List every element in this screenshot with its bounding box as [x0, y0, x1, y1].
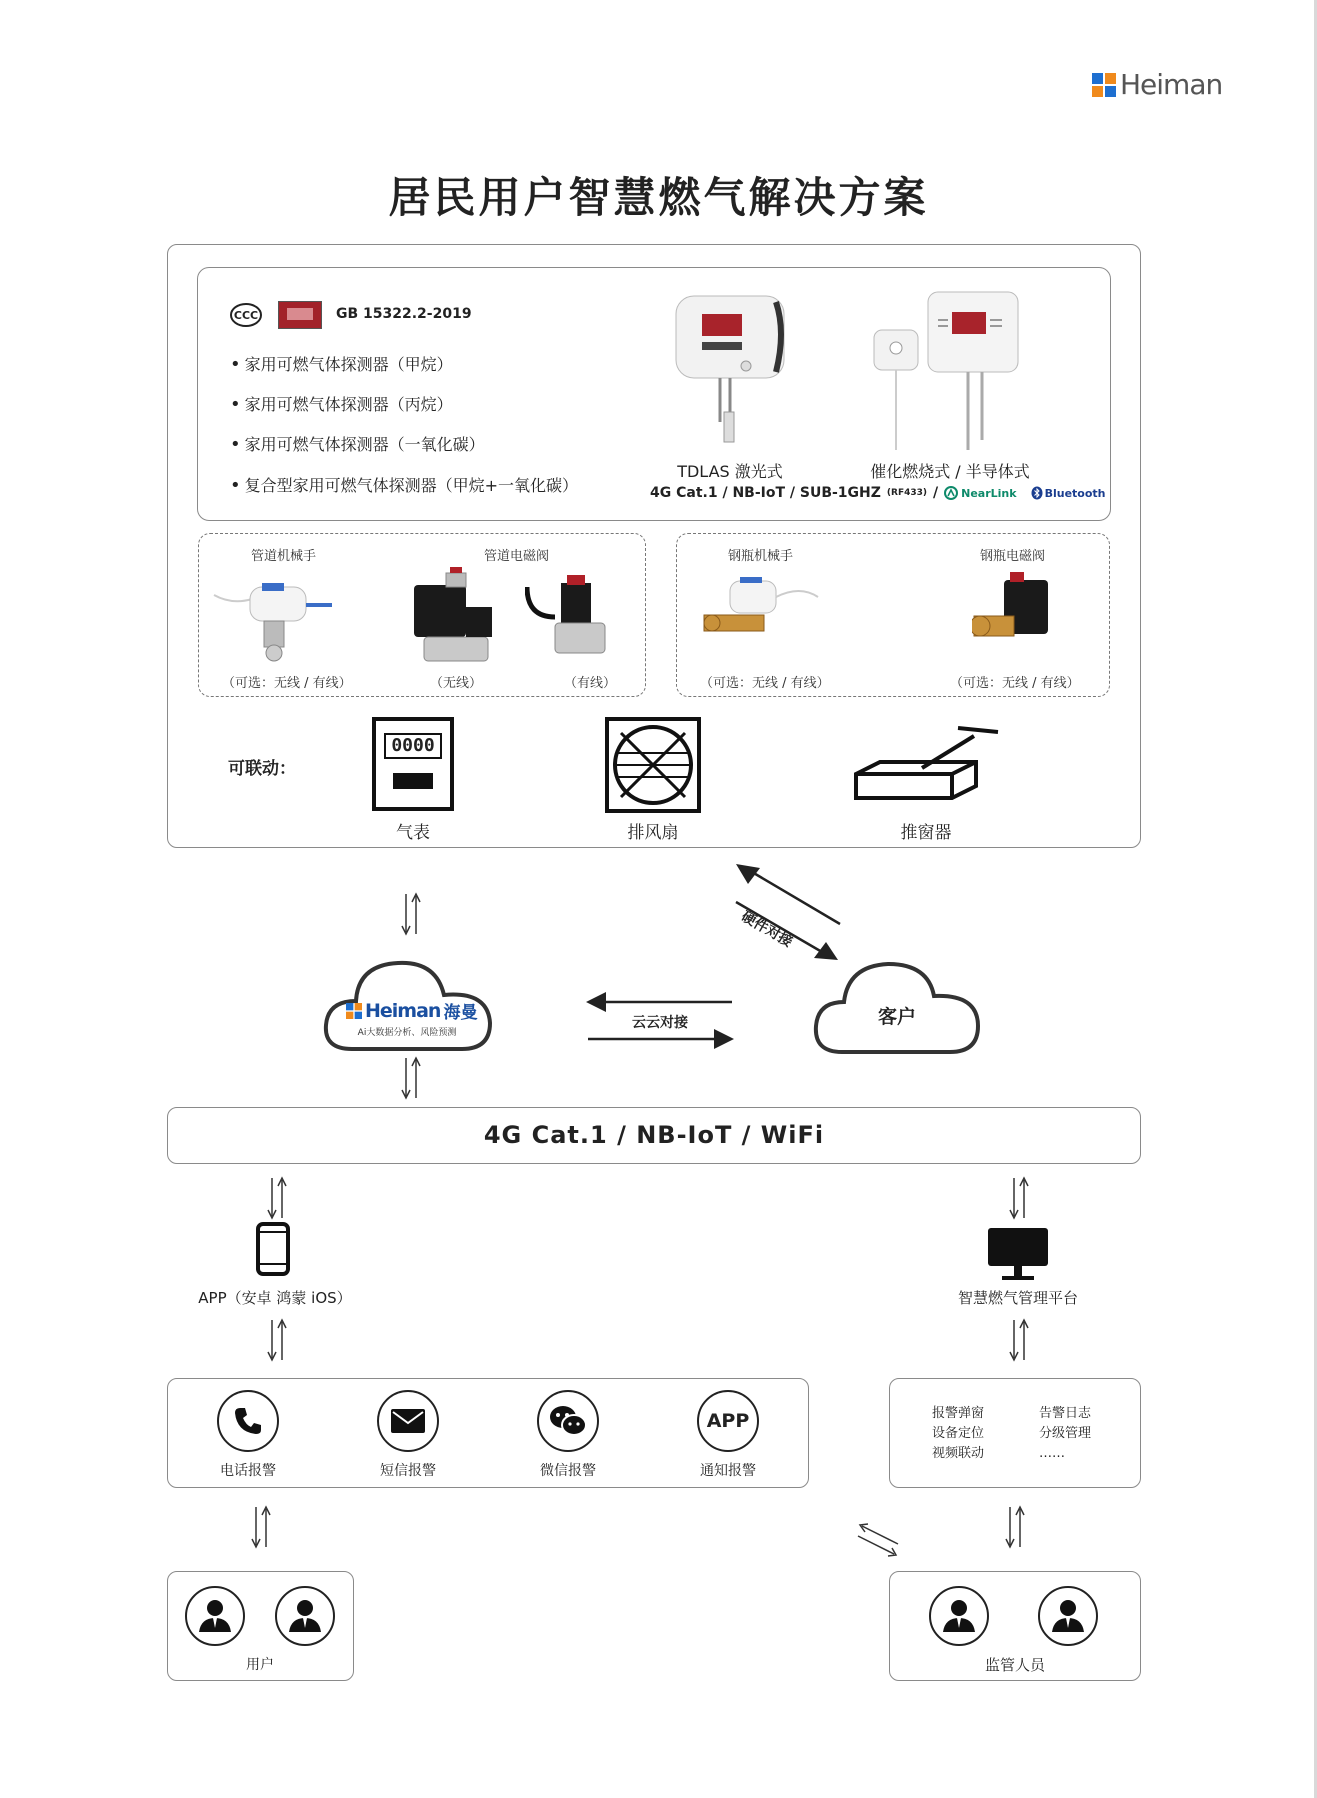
bidirectional-arrow-icon: [246, 1505, 276, 1549]
gas-meter-label: 气表: [396, 823, 430, 843]
app-icon: APP: [697, 1390, 759, 1452]
nearlink-icon: [944, 486, 958, 500]
bidirectional-arrow-icon: [396, 892, 426, 936]
window-opener-label: 推窗器: [900, 823, 952, 843]
cylinder-solenoid-image: [972, 570, 1062, 664]
nearlink-label: NearLink: [961, 486, 1017, 500]
nearlink-logo: [944, 486, 1016, 500]
customer-label: 客户: [877, 1006, 916, 1028]
protocol-row: [650, 485, 1106, 501]
user-avatar-icon: [185, 1586, 245, 1646]
monitor-icon: [986, 1226, 1050, 1282]
window-opener-icon: [852, 722, 1002, 808]
bidirectional-arrow-icon: [1004, 1318, 1034, 1362]
ccc-mark-icon: [230, 303, 262, 331]
pipe-manipulator-label: 管道机械手: [251, 549, 317, 564]
pipe-solenoid-wireless-image: [410, 567, 500, 671]
bluetooth-icon: [1031, 486, 1043, 500]
exhaust-fan-icon: [605, 717, 701, 817]
pipe-manipulator-image: [212, 575, 342, 669]
user-avatar-icon: [275, 1586, 335, 1646]
linkage-label: 可联动：: [228, 759, 296, 779]
cloud-brand-en: Heiman: [365, 999, 441, 1022]
protocol-separator: /: [933, 485, 939, 501]
page-title: 居民用户智慧燃气解决方案: [388, 173, 929, 222]
bluetooth-logo: [1031, 486, 1106, 500]
alert-label: 电话报警: [220, 1463, 276, 1479]
cloud-link-label: 云云对接: [632, 1015, 688, 1031]
pipe-solenoid-wired: （有线）: [564, 676, 617, 691]
certificate-badge-icon: [278, 301, 322, 329]
detector-item: • 家用可燃气体探测器（甲烷）: [230, 352, 453, 375]
laser-type-label: TDLAS 激光式: [677, 462, 783, 481]
bidirectional-arrow-icon: [262, 1318, 292, 1362]
standard-number: GB 15322.2-2019: [336, 306, 472, 322]
heiman-logo: [1092, 68, 1222, 101]
smartphone-icon: [256, 1222, 290, 1276]
feature-item: 视频联动: [932, 1446, 985, 1461]
protocol-text: 4G Cat.1 / NB-IoT / SUB-1GHZ: [650, 485, 881, 501]
features-column-2: [1039, 1404, 1091, 1464]
feature-item: 设备定位: [932, 1426, 985, 1441]
bidirectional-arrow-icon: [1000, 1505, 1030, 1549]
cloud-brand-cn: 海曼: [443, 1003, 478, 1023]
feature-item: 报警弹窗: [932, 1406, 985, 1421]
heiman-cloud-brand: [346, 998, 477, 1023]
alert-label: 通知报警: [700, 1463, 756, 1479]
ai-tag: Ai大数据分析、风险预测: [357, 1028, 457, 1038]
diagonal-bidirectional-arrow-icon: [856, 1522, 902, 1558]
supervisors-label: 监管人员: [984, 1656, 1045, 1674]
gas-meter-icon: [372, 717, 454, 811]
feature-item: ……: [1039, 1446, 1065, 1461]
supervisor-avatar-icon: [1038, 1586, 1098, 1646]
pipe-solenoid-wireless: （无线）: [430, 676, 483, 691]
cylinder-solenoid-label: 钢瓶电磁阀: [980, 549, 1046, 564]
bluetooth-label: Bluetooth: [1044, 486, 1106, 500]
pipe-solenoid-label: 管道电磁阀: [484, 549, 550, 564]
pipe-solenoid-wired-image: [525, 567, 615, 671]
exhaust-fan-label: 排风扇: [627, 823, 679, 843]
network-bar: 4G Cat.1 / NB-IoT / WiFi: [167, 1107, 1141, 1164]
cylinder-manipulator-option: （可选：无线 / 有线）: [700, 676, 830, 691]
detector-item: • 家用可燃气体探测器（一氧化碳）: [230, 432, 485, 455]
alert-label: 微信报警: [540, 1463, 596, 1479]
platform-features-panel: [889, 1378, 1141, 1488]
wechat-icon: [537, 1390, 599, 1452]
supervisor-avatar-icon: [929, 1586, 989, 1646]
alert-label: 短信报警: [380, 1463, 436, 1479]
bidirectional-arrow-icon: [396, 1056, 426, 1100]
brand-name: Heiman: [1120, 68, 1223, 101]
heiman-logo-icon: [1092, 73, 1116, 97]
cylinder-solenoid-option: （可选：无线 / 有线）: [950, 676, 1080, 691]
catalytic-type-label: 催化燃烧式 / 半导体式: [870, 462, 1030, 481]
cylinder-manipulator-label: 钢瓶机械手: [728, 549, 794, 564]
feature-item: 告警日志: [1039, 1406, 1092, 1421]
catalytic-detector-image: [872, 290, 1022, 464]
detector-item: • 复合型家用可燃气体探测器（甲烷+一氧化碳）: [230, 473, 578, 496]
heiman-mini-logo-icon: [346, 1003, 362, 1019]
protocol-sub: (RF433): [886, 488, 928, 498]
pipe-manipulator-option: （可选：无线 / 有线）: [222, 676, 352, 691]
app-label: APP（安卓 鸿蒙 iOS）: [198, 1289, 352, 1307]
meter-display: 0000: [384, 733, 442, 759]
feature-item: 分级管理: [1039, 1426, 1092, 1441]
bidirectional-arrow-icon: [262, 1176, 292, 1220]
features-column-1: [932, 1404, 984, 1464]
platform-label: 智慧燃气管理平台: [957, 1289, 1078, 1307]
svg-text:CCC: CCC: [233, 309, 259, 322]
hardware-link-label: 硬件对接: [738, 908, 795, 951]
bidirectional-arrow-icon: [1004, 1176, 1034, 1220]
phone-icon: [217, 1390, 279, 1452]
users-label: 用户: [246, 1657, 274, 1673]
detector-item: • 家用可燃气体探测器（丙烷）: [230, 392, 453, 415]
mail-icon: [377, 1390, 439, 1452]
tdlas-detector-image: [672, 292, 788, 456]
cylinder-manipulator-image: [700, 575, 820, 659]
